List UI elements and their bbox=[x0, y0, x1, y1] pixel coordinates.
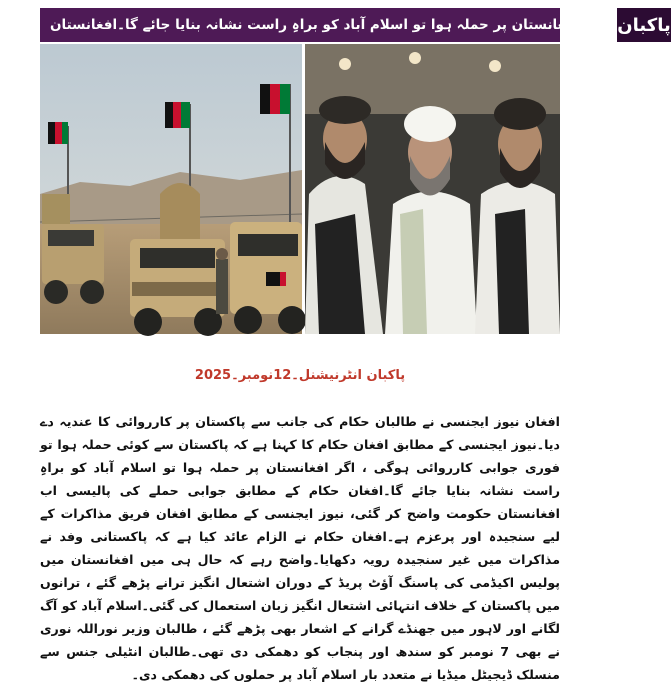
article-body: افغان نیوز ایجنسی نے طالبان حکام کی جانب سے پاکستان پر کارروائی کا عندیہ دے دیا۔نیوز ایجنسی کے مطابق افغان حکام کا کہنا ہے کہ پاکستان سے کوئی حملہ ہوا تو فوری جوابی کارروائی ہوگی ، اگر افغانستان پر حملہ ہوا تو اسلام آباد کو براہِ راست نشانہ بنایا جائے گا۔افغان حکام کے مطابق جوابی حملے کی پالیسی اب افغانستان حکومت واضح کر گئی، نیوز ایجنسی کے مطابق افغان فریق مذاکرات کے لیے سنجیدہ اور پرعزم ہے۔افغان حکام نے الزام عائد کیا ہے کہ پاکستانی وفد نے مذاکرات میں غیر سنجیدہ رویہ دکھایا۔واضح رہے کہ حال ہی میں افغانستان میں پولیس اکیڈمی کی پاسنگ آؤٹ پریڈ کے دوران اشتعال انگیز ترانے پڑھے گئے ، ترانوں میں پاکستان کے خلاف انتہائی اشتعال انگیز زبان استعمال کی گئی۔اسلام آباد کو آگ لگانے اور لاہور میں جھنڈے گرانے کے اشعار بھی پڑھے گئے ، طالبان وزیر نوراللہ نوری نے بھی 7 نومبر کو سندھ اور پنجاب کو دھمکی دی تھی۔طالبان انٹیلی جنس سے منسلک ڈیجیٹل میڈیا نے متعدد بار اسلام آباد پر حملوں کی دھمکی دی۔ bbox=[40, 414, 560, 682]
brand-logo: پاکبان bbox=[614, 8, 670, 42]
byline: پاکبان انٹرنیشنل۔12نومبر۔2025 bbox=[194, 368, 406, 383]
photo-collage bbox=[40, 44, 560, 334]
delegates-photo bbox=[305, 44, 560, 334]
vehicles-photo bbox=[40, 44, 302, 334]
headline-banner bbox=[40, 8, 671, 42]
headline-text: اگر افغانستان پر حملہ ہوا تو اسلام آباد کو براہِ راست نشانہ بنایا جائے گا۔افغانستان bbox=[50, 17, 605, 33]
